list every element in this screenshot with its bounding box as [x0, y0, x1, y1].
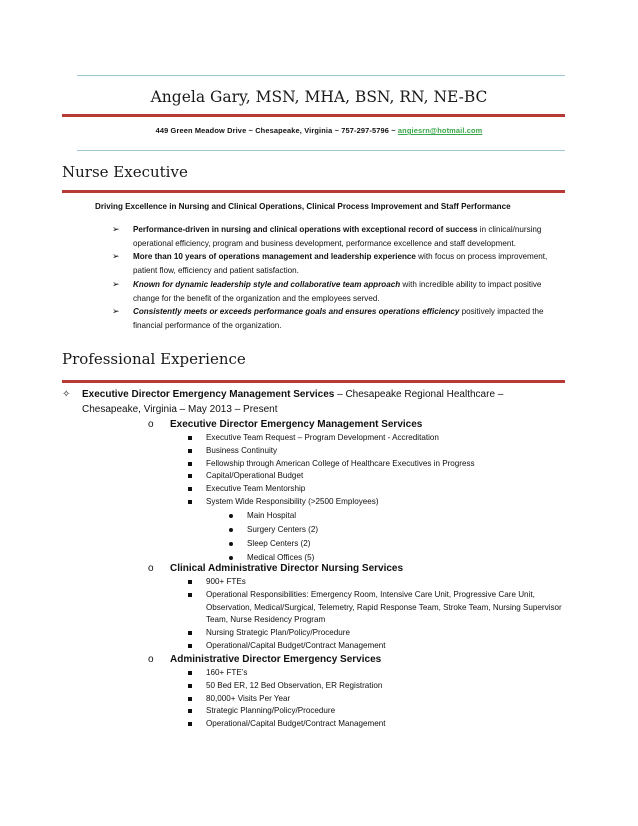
role-block — [148, 561, 568, 653]
circle-bullet-icon: o — [148, 419, 154, 430]
square-bullet-icon — [188, 500, 192, 504]
list-item: Operational/Capital Budget/Contract Management — [188, 640, 568, 653]
list-item: Strategic Planning/Policy/Procedure — [188, 705, 568, 718]
summary-bullet — [112, 223, 552, 250]
bullet-rest: with focus on process improvement, patient flow, efficiency and patient satisfaction. — [133, 252, 548, 276]
list-item: Executive Team Mentorship — [188, 483, 568, 496]
list-item: Operational/Capital Budget/Contract Management — [188, 718, 568, 731]
role-items — [188, 576, 568, 653]
list-item: System Wide Responsibility (>2500 Employees) — [188, 496, 568, 509]
email-link[interactable]: angiesrn@hotmail.com — [397, 126, 483, 135]
summary-bullet — [112, 305, 552, 332]
job-entry — [62, 387, 562, 417]
square-bullet-icon — [188, 474, 192, 478]
candidate-name: Angela Gary, MSN, MHA, BSN, RN, NE-BC — [150, 88, 488, 106]
list-item: 50 Bed ER, 12 Bed Observation, ER Registration — [188, 680, 568, 693]
square-bullet-icon — [188, 671, 192, 675]
bullet-rest: positively impacted the financial performance of the organization. — [133, 307, 544, 330]
square-bullet-icon — [188, 462, 192, 466]
role-items — [188, 667, 568, 731]
contact-divider — [77, 150, 565, 151]
list-item: Surgery Centers (2) — [229, 523, 568, 537]
list-item: Main Hospital — [229, 509, 568, 523]
role-items — [188, 432, 568, 509]
bullet-lead: Known for dynamic leadership style and collaborative team approach — [133, 279, 401, 289]
square-bullet-icon — [188, 631, 192, 635]
list-item: Nursing Strategic Plan/Policy/Procedure — [188, 627, 568, 640]
arrow-bullet-icon: ➢ — [112, 278, 120, 289]
list-item: Sleep Centers (2) — [229, 537, 568, 551]
contact-line — [0, 126, 638, 135]
bullet-lead: Consistently meets or exceeds performance goals and ensures operations efficiency — [133, 307, 460, 317]
role-title: o Clinical Administrative Director Nursing Services — [148, 563, 404, 574]
dot-bullet-icon — [229, 528, 233, 532]
list-item: 80,000+ Visits Per Year — [188, 693, 568, 706]
circle-bullet-icon: o — [148, 563, 154, 574]
bullet-rest: in clinical/nursing operational efficiency, program and business development, performance excellence and staff development. — [133, 225, 542, 248]
summary-bullets — [112, 223, 552, 333]
square-bullet-icon — [188, 644, 192, 648]
role-title: o Executive Director Emergency Management Services — [148, 419, 423, 430]
square-bullet-icon — [188, 436, 192, 440]
arrow-bullet-icon: ➢ — [112, 251, 120, 262]
list-item: 160+ FTE’s — [188, 667, 568, 680]
contact-address: 449 Green Meadow Drive ~ Chesapeake, Virginia ~ 757-297-5796 ~ — [155, 126, 398, 135]
arrow-bullet-icon: ➢ — [112, 306, 120, 317]
experience-heading: Professional Experience — [62, 350, 246, 368]
circle-bullet-icon: o — [148, 654, 154, 665]
name-divider — [62, 114, 565, 117]
square-bullet-icon — [188, 449, 192, 453]
list-item: Executive Team Request – Program Development - Accreditation — [188, 432, 568, 445]
top-divider — [77, 75, 565, 76]
square-bullet-icon — [188, 709, 192, 713]
list-item: Medical Offices (5) — [229, 551, 568, 565]
list-item: Business Continuity — [188, 445, 568, 458]
bullet-lead: More than 10 years of operations management and leadership experience — [133, 252, 416, 262]
arrow-bullet-icon: ➢ — [112, 224, 120, 234]
dot-bullet-icon — [229, 542, 233, 546]
experience-divider — [62, 380, 565, 383]
dot-bullet-icon — [229, 556, 233, 560]
square-bullet-icon — [188, 593, 192, 597]
role-block — [148, 417, 568, 565]
list-item: 900+ FTEs — [188, 576, 568, 589]
summary-divider — [62, 190, 565, 193]
dot-bullet-icon — [229, 514, 233, 518]
square-bullet-icon — [188, 697, 192, 701]
bullet-rest: with incredible ability to impact positive change for the benefit of the organization and the employees served. — [133, 279, 542, 303]
summary-bullet — [112, 278, 552, 305]
role-subitems — [229, 509, 568, 565]
list-item: Operational Responsibilities: Emergency Room, Intensive Care Unit, Progressive Care Unit, Observation, Medical/Surgical, Telemetry, Rapid Response Team, Stroke Team, Nursing Supervisor Team, Nurse Residency Program — [188, 589, 568, 627]
role-block — [148, 652, 568, 731]
square-bullet-icon — [188, 580, 192, 584]
job-details: – Chesapeake Regional Healthcare – Chesapeake, Virginia – May 2013 – Present — [82, 389, 504, 415]
square-bullet-icon — [188, 487, 192, 491]
role-title: o Administrative Director Emergency Services — [148, 654, 382, 665]
summary-tagline: Driving Excellence in Nursing and Clinical Operations, Clinical Process Improvement and Staff Performance — [95, 202, 511, 211]
square-bullet-icon — [188, 722, 192, 726]
job-position: Executive Director Emergency Management Services — [82, 389, 335, 400]
list-item: Capital/Operational Budget — [188, 470, 568, 483]
summary-heading: Nurse Executive — [62, 163, 188, 181]
list-item: Fellowship through American College of Healthcare Executives in Progress — [188, 458, 568, 471]
bullet-lead: Performance-driven in nursing and clinical operations with exceptional record of success — [133, 225, 478, 234]
diamond-bullet-icon: ✧ — [62, 389, 71, 400]
summary-bullet — [112, 250, 552, 277]
square-bullet-icon — [188, 684, 192, 688]
